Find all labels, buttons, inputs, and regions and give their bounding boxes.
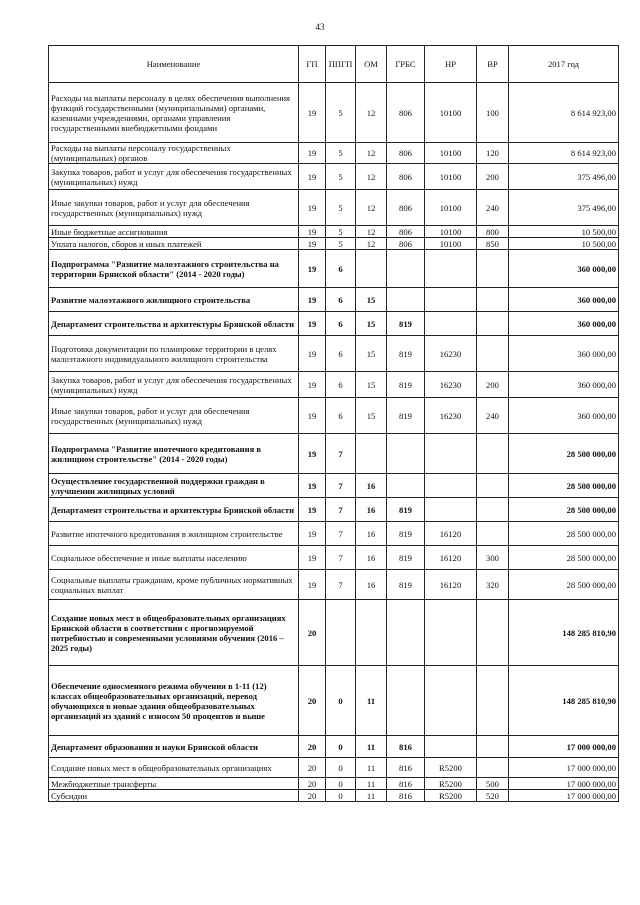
cell-ppgp: 0	[326, 758, 356, 778]
header-ppgp: ППГП	[326, 46, 356, 83]
cell-om: 12	[356, 190, 387, 226]
cell-nr: 16230	[425, 336, 477, 372]
cell-nr: 16120	[425, 522, 477, 546]
cell-name: Субсидии	[49, 790, 299, 802]
cell-amount: 28 500 000,00	[509, 570, 619, 600]
cell-nr: 16230	[425, 398, 477, 434]
cell-gp: 19	[299, 312, 326, 336]
cell-om: 11	[356, 790, 387, 802]
cell-grbs: 819	[387, 546, 425, 570]
cell-amount: 8 614 923,00	[509, 143, 619, 164]
cell-om: 15	[356, 336, 387, 372]
header-vr: ВР	[477, 46, 509, 83]
cell-grbs: 806	[387, 143, 425, 164]
cell-nr: 10100	[425, 190, 477, 226]
cell-grbs: 806	[387, 238, 425, 250]
table-row	[49, 434, 619, 474]
cell-nr: 10100	[425, 143, 477, 164]
cell-grbs: 816	[387, 778, 425, 790]
cell-vr	[477, 336, 509, 372]
cell-vr: 300	[477, 546, 509, 570]
cell-grbs: 819	[387, 522, 425, 546]
cell-grbs	[387, 666, 425, 736]
cell-gp: 19	[299, 434, 326, 474]
cell-vr: 240	[477, 398, 509, 434]
cell-ppgp: 0	[326, 778, 356, 790]
cell-ppgp: 0	[326, 736, 356, 758]
cell-amount: 360 000,00	[509, 312, 619, 336]
cell-om: 16	[356, 570, 387, 600]
cell-om: 11	[356, 758, 387, 778]
cell-grbs: 806	[387, 83, 425, 143]
cell-om: 15	[356, 312, 387, 336]
cell-name: Подпрограмма "Развитие ипотечного кредитования в жилищном строительстве" (2014 - 2020 годы)	[49, 434, 299, 474]
cell-nr: R5200	[425, 778, 477, 790]
cell-amount: 28 500 000,00	[509, 522, 619, 546]
cell-name: Иные бюджетные ассигнования	[49, 226, 299, 238]
cell-grbs: 819	[387, 398, 425, 434]
cell-om: 16	[356, 546, 387, 570]
header-grbs: ГРБС	[387, 46, 425, 83]
cell-ppgp: 5	[326, 143, 356, 164]
cell-amount: 17 000 000,00	[509, 778, 619, 790]
cell-gp: 19	[299, 83, 326, 143]
table-row	[49, 522, 619, 546]
cell-gp: 20	[299, 758, 326, 778]
cell-ppgp: 5	[326, 190, 356, 226]
cell-ppgp: 7	[326, 498, 356, 522]
cell-ppgp: 7	[326, 522, 356, 546]
table-row	[49, 758, 619, 778]
cell-ppgp: 0	[326, 790, 356, 802]
cell-vr	[477, 736, 509, 758]
cell-vr: 200	[477, 372, 509, 398]
cell-om: 11	[356, 778, 387, 790]
cell-vr	[477, 666, 509, 736]
cell-ppgp: 0	[326, 666, 356, 736]
cell-om: 16	[356, 498, 387, 522]
cell-vr	[477, 498, 509, 522]
cell-om: 12	[356, 226, 387, 238]
cell-om: 16	[356, 474, 387, 498]
table-row	[49, 372, 619, 398]
cell-ppgp: 6	[326, 398, 356, 434]
table-row	[49, 83, 619, 143]
cell-amount: 360 000,00	[509, 398, 619, 434]
cell-ppgp: 5	[326, 83, 356, 143]
cell-name: Закупка товаров, работ и услуг для обеспечения государственных (муниципальных) нужд	[49, 164, 299, 190]
cell-ppgp: 6	[326, 312, 356, 336]
cell-grbs	[387, 434, 425, 474]
cell-name: Иные закупки товаров, работ и услуг для обеспечения государственных (муниципальных) нужд	[49, 190, 299, 226]
cell-gp: 19	[299, 474, 326, 498]
cell-gp: 19	[299, 522, 326, 546]
cell-name: Расходы на выплаты персоналу в целях обеспечения выполнения функций государственными (муниципальными) органами, казенными учреждениями, органами управления государственными внебюджетными фондами	[49, 83, 299, 143]
cell-om	[356, 434, 387, 474]
cell-nr: 10100	[425, 164, 477, 190]
cell-gp: 19	[299, 250, 326, 288]
cell-nr: 10100	[425, 226, 477, 238]
page-number: 43	[315, 22, 325, 32]
cell-nr	[425, 474, 477, 498]
cell-name: Развитие ипотечного кредитования в жилищном строительстве	[49, 522, 299, 546]
cell-nr	[425, 250, 477, 288]
table-header-row	[49, 46, 619, 83]
cell-gp: 19	[299, 190, 326, 226]
cell-om: 12	[356, 83, 387, 143]
cell-gp: 19	[299, 546, 326, 570]
cell-grbs: 816	[387, 790, 425, 802]
header-name: Наименование	[49, 46, 299, 83]
table-row	[49, 778, 619, 790]
cell-nr	[425, 600, 477, 666]
cell-name: Иные закупки товаров, работ и услуг для обеспечения государственных (муниципальных) нужд	[49, 398, 299, 434]
cell-om: 15	[356, 288, 387, 312]
cell-gp: 20	[299, 666, 326, 736]
cell-om: 16	[356, 522, 387, 546]
table-body	[49, 83, 619, 802]
cell-amount: 148 285 810,90	[509, 600, 619, 666]
cell-grbs	[387, 250, 425, 288]
cell-ppgp: 6	[326, 288, 356, 312]
cell-nr: 16120	[425, 546, 477, 570]
cell-vr	[477, 250, 509, 288]
table-row	[49, 600, 619, 666]
table-row	[49, 336, 619, 372]
cell-name: Департамент строительства и архитектуры Брянской области	[49, 312, 299, 336]
table-row	[49, 474, 619, 498]
cell-om: 11	[356, 736, 387, 758]
cell-vr	[477, 522, 509, 546]
cell-om: 12	[356, 238, 387, 250]
header-year: 2017 год	[509, 46, 619, 83]
cell-grbs: 816	[387, 736, 425, 758]
cell-vr: 120	[477, 143, 509, 164]
cell-name: Уплата налогов, сборов и иных платежей	[49, 238, 299, 250]
cell-name: Департамент образования и науки Брянской области	[49, 736, 299, 758]
cell-gp: 19	[299, 372, 326, 398]
cell-grbs: 806	[387, 190, 425, 226]
cell-nr: R5200	[425, 758, 477, 778]
cell-vr: 800	[477, 226, 509, 238]
cell-amount: 28 500 000,00	[509, 498, 619, 522]
cell-nr	[425, 434, 477, 474]
header-gp: ГП	[299, 46, 326, 83]
cell-name: Подпрограмма "Развитие малоэтажного строительства на территории Брянской области" (2014 - 2020 годы)	[49, 250, 299, 288]
cell-amount: 28 500 000,00	[509, 546, 619, 570]
cell-nr: 10100	[425, 83, 477, 143]
cell-vr	[477, 288, 509, 312]
cell-gp: 19	[299, 336, 326, 372]
cell-nr: 16230	[425, 372, 477, 398]
cell-gp: 19	[299, 498, 326, 522]
cell-grbs: 819	[387, 570, 425, 600]
cell-om	[356, 600, 387, 666]
cell-grbs: 819	[387, 312, 425, 336]
table-row	[49, 143, 619, 164]
cell-amount: 17 000 000,00	[509, 790, 619, 802]
cell-nr	[425, 666, 477, 736]
cell-amount: 10 500,00	[509, 226, 619, 238]
cell-name: Развитие малоэтажного жилищного строительства	[49, 288, 299, 312]
cell-grbs: 816	[387, 758, 425, 778]
cell-gp: 19	[299, 398, 326, 434]
cell-amount: 10 500,00	[509, 238, 619, 250]
cell-ppgp: 5	[326, 164, 356, 190]
cell-grbs: 819	[387, 336, 425, 372]
cell-amount: 360 000,00	[509, 250, 619, 288]
cell-om	[356, 250, 387, 288]
table-row	[49, 226, 619, 238]
cell-vr	[477, 312, 509, 336]
cell-ppgp: 7	[326, 546, 356, 570]
cell-amount: 148 285 810,90	[509, 666, 619, 736]
cell-gp: 20	[299, 778, 326, 790]
cell-gp: 20	[299, 600, 326, 666]
cell-nr: 16120	[425, 570, 477, 600]
cell-name: Межбюджетные трансферты	[49, 778, 299, 790]
cell-ppgp: 7	[326, 474, 356, 498]
header-nr: НР	[425, 46, 477, 83]
cell-vr	[477, 474, 509, 498]
cell-vr: 200	[477, 164, 509, 190]
cell-vr: 520	[477, 790, 509, 802]
cell-grbs	[387, 600, 425, 666]
table-row	[49, 398, 619, 434]
table-row	[49, 190, 619, 226]
header-om: ОМ	[356, 46, 387, 83]
cell-grbs: 806	[387, 164, 425, 190]
cell-om: 11	[356, 666, 387, 736]
cell-amount: 360 000,00	[509, 372, 619, 398]
cell-vr: 100	[477, 83, 509, 143]
cell-ppgp: 6	[326, 372, 356, 398]
cell-name: Социальное обеспечение и иные выплаты населению	[49, 546, 299, 570]
cell-amount: 28 500 000,00	[509, 474, 619, 498]
cell-nr: 10100	[425, 238, 477, 250]
cell-amount: 360 000,00	[509, 336, 619, 372]
cell-grbs: 819	[387, 372, 425, 398]
table-row	[49, 288, 619, 312]
cell-vr	[477, 600, 509, 666]
cell-name: Департамент строительства и архитектуры Брянской области	[49, 498, 299, 522]
cell-name: Подготовка документации по планировке территории в целях малоэтажного индивидуального жилищного строительства	[49, 336, 299, 372]
cell-gp: 20	[299, 736, 326, 758]
cell-vr: 240	[477, 190, 509, 226]
cell-amount: 17 000 000,00	[509, 758, 619, 778]
cell-nr	[425, 288, 477, 312]
cell-vr	[477, 758, 509, 778]
cell-om: 12	[356, 143, 387, 164]
cell-name: Осуществление государственной поддержки граждан в улучшении жилищных условий	[49, 474, 299, 498]
cell-amount: 375 496,00	[509, 164, 619, 190]
table-row	[49, 250, 619, 288]
cell-grbs: 819	[387, 498, 425, 522]
cell-gp: 19	[299, 570, 326, 600]
cell-grbs	[387, 474, 425, 498]
cell-name: Закупка товаров, работ и услуг для обеспечения государственных (муниципальных) нужд	[49, 372, 299, 398]
cell-name: Создание новых мест в общеобразовательных организациях Брянской области в соответствии с прогнозируемой потребностью и современными условиями обучения (2016 – 2025 годы)	[49, 600, 299, 666]
cell-gp: 19	[299, 143, 326, 164]
cell-nr	[425, 312, 477, 336]
cell-amount: 28 500 000,00	[509, 434, 619, 474]
cell-gp: 19	[299, 288, 326, 312]
cell-gp: 19	[299, 238, 326, 250]
cell-ppgp: 6	[326, 336, 356, 372]
table-row	[49, 666, 619, 736]
cell-vr	[477, 434, 509, 474]
budget-table	[48, 45, 619, 802]
cell-om: 15	[356, 372, 387, 398]
cell-amount: 8 614 923,00	[509, 83, 619, 143]
cell-nr	[425, 736, 477, 758]
cell-vr: 500	[477, 778, 509, 790]
cell-amount: 375 496,00	[509, 190, 619, 226]
table-row	[49, 736, 619, 758]
cell-nr	[425, 498, 477, 522]
cell-ppgp: 5	[326, 238, 356, 250]
table-row	[49, 546, 619, 570]
table-row	[49, 570, 619, 600]
cell-om: 12	[356, 164, 387, 190]
table-row	[49, 790, 619, 802]
cell-name: Создание новых мест в общеобразовательных организациях	[49, 758, 299, 778]
cell-grbs: 806	[387, 226, 425, 238]
cell-ppgp: 7	[326, 434, 356, 474]
cell-vr: 850	[477, 238, 509, 250]
cell-grbs	[387, 288, 425, 312]
cell-ppgp	[326, 600, 356, 666]
cell-ppgp: 5	[326, 226, 356, 238]
cell-name: Социальные выплаты гражданам, кроме публичных нормативных социальных выплат	[49, 570, 299, 600]
cell-vr: 320	[477, 570, 509, 600]
cell-nr: R5200	[425, 790, 477, 802]
table-row	[49, 312, 619, 336]
cell-ppgp: 7	[326, 570, 356, 600]
cell-amount: 17 000 000,00	[509, 736, 619, 758]
cell-amount: 360 000,00	[509, 288, 619, 312]
cell-om: 15	[356, 398, 387, 434]
cell-name: Расходы на выплаты персоналу государственных (муниципальных) органов	[49, 143, 299, 164]
table-row	[49, 238, 619, 250]
table-row	[49, 164, 619, 190]
table-row	[49, 498, 619, 522]
cell-gp: 20	[299, 790, 326, 802]
cell-ppgp: 6	[326, 250, 356, 288]
cell-gp: 19	[299, 226, 326, 238]
cell-gp: 19	[299, 164, 326, 190]
cell-name: Обеспечение односменного режима обучения в 1-11 (12) классах общеобразовательных организаций, перевод обучающихся в новые здания общеобразовательных организаций из зданий с износом 50 процентов и выше	[49, 666, 299, 736]
